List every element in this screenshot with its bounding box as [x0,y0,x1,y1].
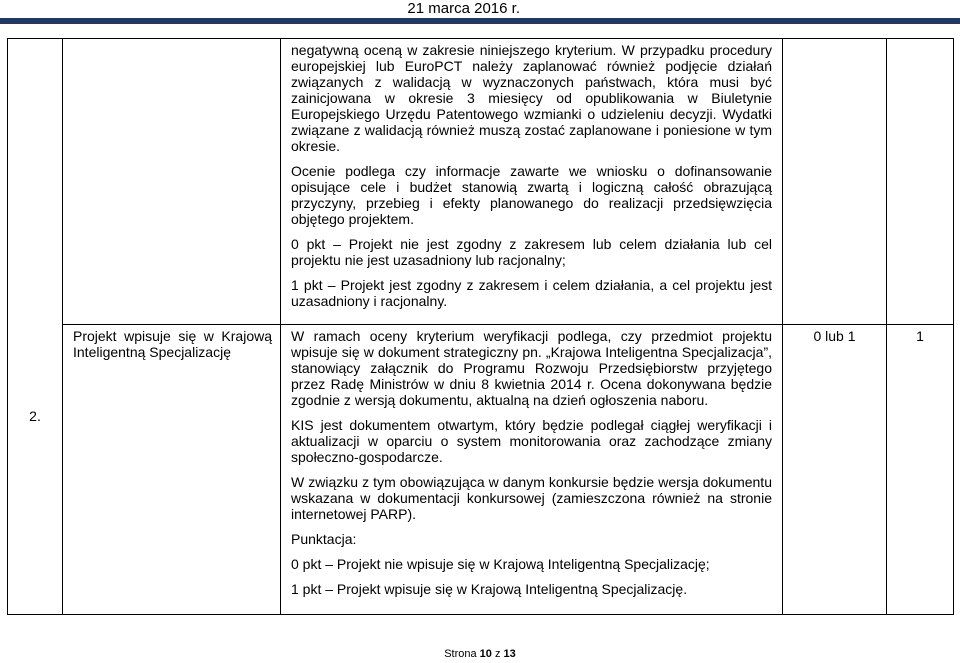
description-cell [281,325,783,615]
points-range: 0 lub 1 [813,328,856,344]
description-paragraph: KIS jest dokumentem otwartym, który będzie podlegał ciągłej weryfikacji i aktualizacji w oparciu o system monitorowania oraz zachodzące zmiany społeczno-gospodarcze. [291,417,772,465]
row-number-cell [8,39,63,615]
header-rule [0,18,960,24]
description-paragraph: negatywną oceną w zakresie niniejszego kryterium. W przypadku procedury europejskiej lub EuroPCT należy zaplanować również podjęcie działań związanych z walidacją w wyznaczonych państwach, która musi być zainicjowana w okresie 3 miesięcy od opublikowania w Biuletynie Europejskiego Urzędu Patentowego wzmianki o udzieleniu decyzji. Wydatki związane z walidacją również muszą zostać zaplanowane i poniesione w tym okresie. [291,42,772,154]
empty-criterion-cell [63,39,281,325]
empty-min-cell [887,39,954,325]
table-row [8,39,954,325]
criteria-table [7,38,954,615]
header-date: 21 marca 2016 r. [407,0,520,17]
scoring-heading: Punktacja: [291,531,357,547]
footer-prefix: Strona [444,648,480,660]
page-total: 13 [503,648,516,660]
points-min: 1 [916,328,924,344]
criterion-cell [63,325,281,615]
description-paragraph: W związku z tym obowiązująca w danym konkursie będzie wersja dokumentu wskazana w dokumentacji konkursowej (zamieszczona również na stronie internetowej PARP). [291,474,772,522]
table-row [8,325,954,615]
footer-mid: z [491,648,504,660]
description-paragraph: 0 pkt – Projekt nie jest zgodny z zakresem lub celem działania lub cel projektu nie jest uzasadniony lub racjonalny; [291,236,772,268]
row-number: 2. [29,408,41,424]
description-cell [281,39,783,325]
points-min-cell [887,325,954,615]
scoring-option: 1 pkt – Projekt wpisuje się w Krajową Inteligentną Specjalizację. [291,581,688,597]
page-number: 10 [479,648,492,660]
points-range-cell [783,325,887,615]
empty-points-cell [783,39,887,325]
page-footer [0,648,960,661]
description-paragraph: Ocenie podlega czy informacje zawarte we wniosku o dofinansowanie opisujące cele i budżet stanowią zwartą i logiczną całość obrazującą przyczyny, przebieg i efekty planowanego do realizacji przedsięwzięcia objętego projektem. [291,163,772,227]
scoring-option: 0 pkt – Projekt nie wpisuje się w Krajową Inteligentną Specjalizację; [291,556,710,572]
criterion-name: Projekt wpisuje się w Krajową Inteligentną Specjalizację [73,328,272,360]
description-paragraph: 1 pkt – Projekt jest zgodny z zakresem i celem działania, a cel projektu jest uzasadniony i racjonalny. [291,277,772,309]
description-paragraph: W ramach oceny kryterium weryfikacji podlega, czy przedmiot projektu wpisuje się w dokument strategiczny pn. „Krajowa Inteligentna Specjalizacja”, stanowiący załącznik do Programu Rozwoju Przedsiębiorstw przyjętego przez Radę Ministrów w dniu 8 kwietnia 2014 r. Ocena dokonywana będzie zgodnie z wersją dokumentu, aktualną na dzień ogłoszenia naboru. [291,328,772,408]
